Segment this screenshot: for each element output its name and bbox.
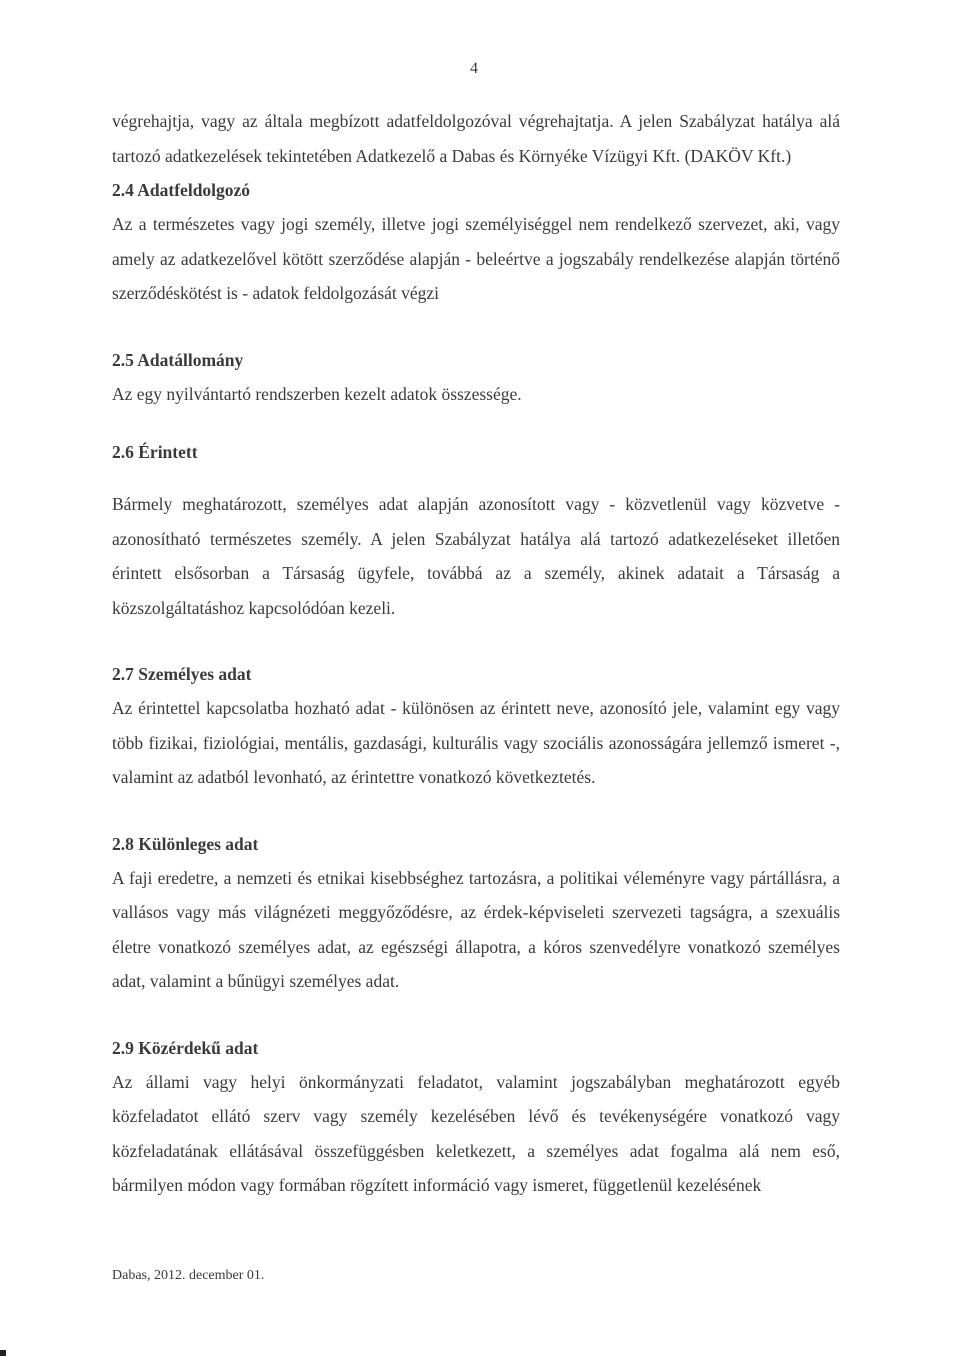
intro-paragraph: végrehajtja, vagy az általa megbízott adatfeldolgozóval végrehajtatja. A jelen Szabályzat hatálya alá tartozó adatkezelések tekintetében Adatkezelő a Dabas és Környéke Vízügyi Kft. (DAKÖV Kft.) xyxy=(112,111,840,166)
page-number: 4 xyxy=(470,60,478,77)
section-heading-kulonleges-adat: 2.8 Különleges adat xyxy=(112,833,259,854)
document-body xyxy=(112,104,840,1203)
section-body-szemelyes-adat: Az érintettel kapcsolatba hozható adat - különösen az érintett neve, azonosító jele, valamint egy vagy több fizikai, fiziológiai, mentális, gazdasági, kulturális vagy szociális azonosságára jellemző ismeret -, valamint az adatból levonható, az érintettre vonatkozó következtetés. xyxy=(112,698,840,787)
section-body-adatfeldolgozo: Az a természetes vagy jogi személy, illetve jogi személyiséggel nem rendelkező szervezet, aki, vagy amely az adatkezelővel kötött szerződése alapján - beleértve a jogszabály rendelkezése alapján történő szerződéskötést is - adatok feldolgozását végzi xyxy=(112,214,840,303)
section-heading-szemelyes-adat: 2.7 Személyes adat xyxy=(112,664,252,684)
section-heading-adatallomany: 2.5 Adatállomány xyxy=(112,349,244,370)
section-heading-kozerdeku-adat: 2.9 Közérdekű adat xyxy=(112,1037,259,1058)
scan-mark xyxy=(0,1350,6,1356)
section-heading-erintett: 2.6 Érintett xyxy=(112,442,198,462)
section-body-erintett: Bármely meghatározott, személyes adat alapján azonosított vagy - közvetlenül vagy közvetve - azonosítható természetes személy. A jelen Szabályzat hatálya alá tartozó adatkezeléseket illetően érintett elsősorban a Társaság ügyfele, továbbá az a személy, akinek adatait a Társaság a közszolgáltatáshoz kapcsolódóan kezeli. xyxy=(112,494,840,618)
section-body-kozerdeku-adat: Az állami vagy helyi önkormányzati feladatot, valamint jogszabályban meghatározott egyéb közfeladatot ellátó szerv vagy személy kezelésében lévő és tevékenységére vonatkozó vagy közfeladatának ellátásával összefüggésben keletkezett, a személyes adat fogalma alá nem eső, bármilyen módon vagy formában rögzített információ vagy ismeret, függetlenül kezelésének xyxy=(112,1071,840,1195)
section-body-adatallomany: Az egy nyilvántartó rendszerben kezelt adatok összessége. xyxy=(112,383,522,404)
section-body-kulonleges-adat: A faji eredetre, a nemzeti és etnikai kisebbséghez tartozásra, a politikai véleményre vagy pártállásra, a vallásos vagy más világnézeti meggyőződésre, az érdek-képviseleti szervezeti tagságra, a szexuális életre vonatkozó személyes adat, az egészségi állapotra, a kóros szenvedélyre vonatkozó személyes adat, valamint a bűnügyi személyes adat. xyxy=(112,867,840,991)
footer-date: Dabas, 2012. december 01. xyxy=(112,1268,265,1283)
section-heading-adatfeldolgozo: 2.4 Adatfeldolgozó xyxy=(112,180,251,200)
